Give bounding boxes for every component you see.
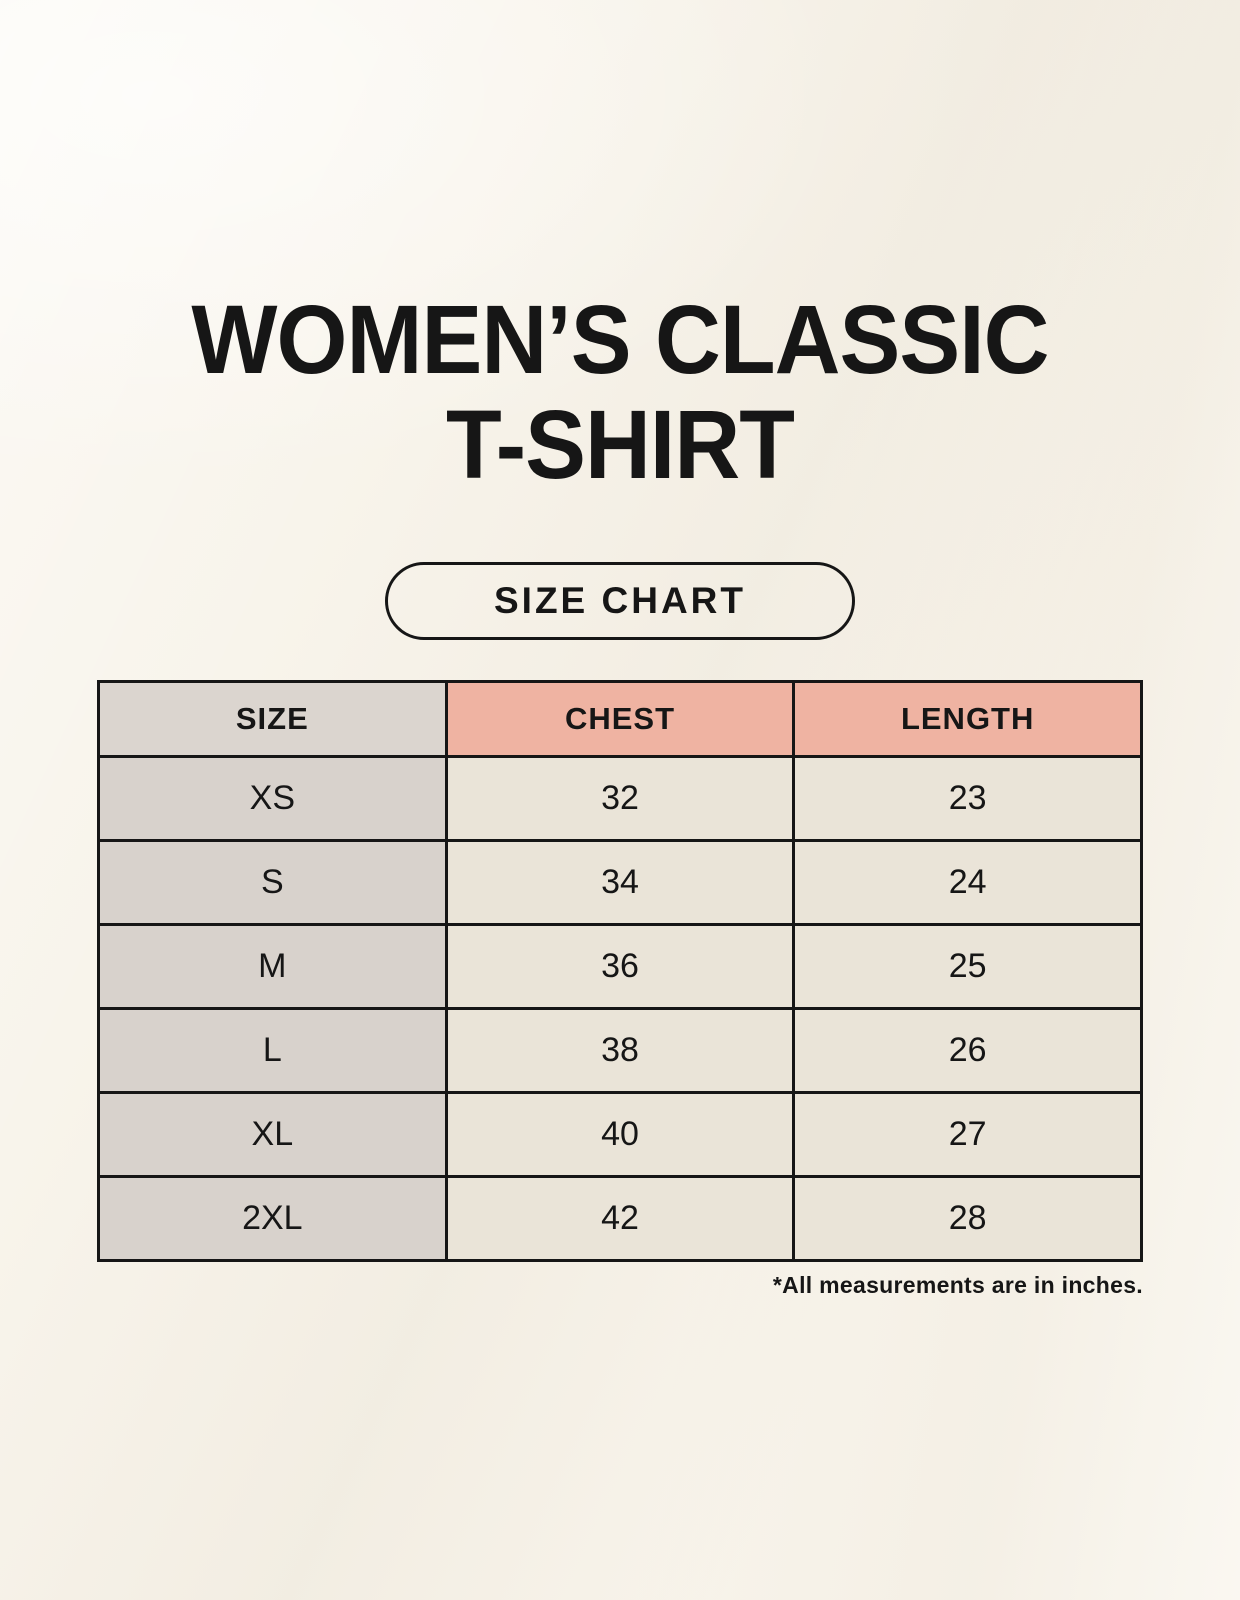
length-value: 26	[794, 1008, 1142, 1092]
page-title-line2: T-SHIRT	[445, 389, 794, 499]
table-header-row	[99, 681, 1142, 756]
size-label: L	[99, 1008, 447, 1092]
table-row-xl	[99, 1092, 1142, 1176]
size-label: M	[99, 924, 447, 1008]
table-row-m	[99, 924, 1142, 1008]
table-row-2xl	[99, 1176, 1142, 1260]
table-row-l	[99, 1008, 1142, 1092]
chest-value: 42	[446, 1176, 794, 1260]
length-value: 23	[794, 756, 1142, 840]
measurements-footnote: *All measurements are in inches.	[772, 1271, 1143, 1298]
table-row-s	[99, 840, 1142, 924]
size-label: XL	[99, 1092, 447, 1176]
chest-value: 36	[446, 924, 794, 1008]
size-label: XS	[99, 756, 447, 840]
length-value: 28	[794, 1176, 1142, 1260]
chest-value: 34	[446, 840, 794, 924]
size-table-container	[97, 680, 1143, 1262]
table-row-xs	[99, 756, 1142, 840]
header-cell-size: SIZE	[99, 681, 447, 756]
chest-value: 40	[446, 1092, 794, 1176]
size-chart-button-label: SIZE CHART	[494, 579, 746, 621]
size-chart-button[interactable]	[385, 562, 855, 640]
length-value: 25	[794, 924, 1142, 1008]
page-title	[37, 285, 1203, 499]
length-value: 27	[794, 1092, 1142, 1176]
header-cell-length: LENGTH	[794, 681, 1142, 756]
page-title-line1: WOMEN’S CLASSIC	[191, 285, 1049, 394]
chest-value: 32	[446, 756, 794, 840]
chest-value: 38	[446, 1008, 794, 1092]
size-label: 2XL	[99, 1176, 447, 1260]
size-label: S	[99, 840, 447, 924]
header-cell-chest: CHEST	[446, 681, 794, 756]
length-value: 24	[794, 840, 1142, 924]
size-chart-table	[97, 680, 1143, 1262]
